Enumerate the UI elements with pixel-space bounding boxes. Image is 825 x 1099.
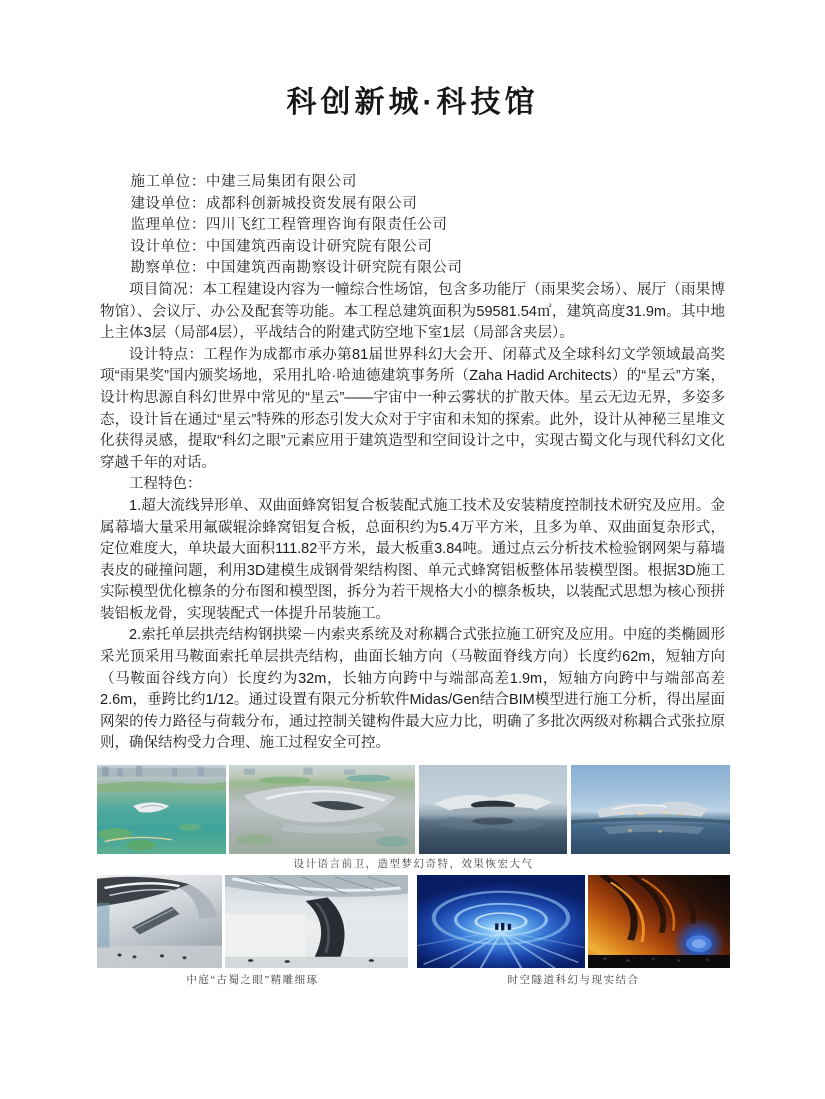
unit-line-supervision: 监理单位：四川飞红工程管理咨询有限责任公司	[130, 217, 448, 234]
photo-gallery	[97, 765, 730, 988]
unit-line-design: 设计单位：中国建筑西南设计研究院有限公司	[130, 238, 433, 255]
paragraph-engineering-heading: 工程特色：	[129, 476, 202, 493]
unit-line-survey: 勘察单位：中国建筑西南勘察设计研究院有限公司	[130, 260, 463, 277]
photo-row-interior	[97, 875, 730, 968]
paragraph-project-overview: 项目简况：本工程建设内容为一幢综合性场馆，包含多功能厅（雨果奖会场）、展厅（雨果博物馆）、会议厅、办公及配套等功能。本工程总建筑面积为59581.54㎡，建筑高度31.9m。其中地上主体3层（局部4层），平战结合的附建式防空地下室1层（局部含夹层）。	[100, 281, 725, 342]
photo-atrium-escalator	[97, 875, 222, 968]
paragraph-feature-2: 2.索托单层拱壳结构钢拱梁－内索夹系统及对称耦合式张拉施工研究及应用。中庭的类椭圆形采光顶采用马鞍面索托单层拱壳结构，曲面长轴方向（马鞍面脊线方向）长度约62m，短轴方向（马鞍面谷线方向）长度约为32m，长轴方向跨中与端部高差1.9m，短轴方向跨中与端部高差2.6m，垂跨比约1/12。通过设置有限元分析软件Midas/Gen结合BIM模型进行施工分析，得出屋面网架的传力路径与荷载分布，通过控制关键构件最大应力比，明确了多批次两级对称耦合式张拉原则，确保结构受力合理、施工过程安全可控。	[100, 627, 725, 752]
photo-atrium-skylight	[225, 875, 408, 968]
unit-line-construction: 施工单位：中建三局集团有限公司	[130, 174, 357, 190]
project-units-list	[100, 172, 725, 280]
unit-line-owner: 建设单位：成都科创新城投资发展有限公司	[130, 195, 418, 212]
gallery-caption-atrium: 中庭“古蜀之眼”精雕细琢	[186, 975, 319, 987]
gallery-caption-tunnel: 时空隧道科幻与现实结合	[507, 975, 640, 987]
gallery-subcaptions	[97, 974, 730, 988]
body-text	[100, 172, 725, 755]
page-title: 科创新城·科技馆	[286, 86, 539, 119]
photo-orange-nebula-ceiling	[588, 875, 730, 968]
gallery-caption-exterior: 设计语言前卫，造型梦幻奇特，效果恢宏大气	[293, 859, 534, 871]
photo-mirror-reflection-facade	[419, 765, 567, 854]
photo-blue-time-tunnel	[417, 875, 585, 968]
photo-silver-roof-aerial	[229, 765, 415, 854]
photo-lakefront-aerial	[97, 765, 226, 854]
paragraph-feature-1: 1.超大流线异形单、双曲面蜂窝铝复合板装配式施工技术及安装精度控制技术研究及应用。金属幕墙大量采用氟碳辊涂蜂窝铝复合板，总面积约为5.4万平方米，且多为单、双曲面复杂形式，定位难度大，单块最大面积111.82平方米，最大板重3.84吨。通过点云分析技术检验钢网架与幕墙表皮的碰撞问题，利用3D建模生成钢骨架结构图、单元式蜂窝铝板整体吊装模型图。根据3D施工实际模型优化檩条的分布图和模型图，拆分为若干规格大小的檩条板块，以装配式思想为核心预拼装铝板龙骨，实现装配式一体提升吊装施工。	[100, 497, 725, 622]
paragraph-design-features: 设计特点：工程作为成都市承办第81届世界科幻大会开、闭幕式及全球科幻文学领域最高奖项“雨果奖”国内颁奖场地，采用扎哈·哈迪德建筑事务所（Zaha Hadid Architects）的“星云”方案，设计构思源自科幻世界中常见的“星云”——宇宙中一种云雾状的扩散天体。星云无边无界，多姿多态，设计旨在通过“星云”特殊的形态引发大众对于宇宙和未知的探索。此外，设计从神秘三星堆文化获得灵感，提取“科幻之眼”元素应用于建筑造型和空间设计之中，实现古蜀文化与现代科幻文化穿越千年的对话。	[100, 346, 725, 471]
photo-dusk-lakeside-exterior	[571, 765, 730, 854]
photo-row-exterior	[97, 765, 730, 854]
